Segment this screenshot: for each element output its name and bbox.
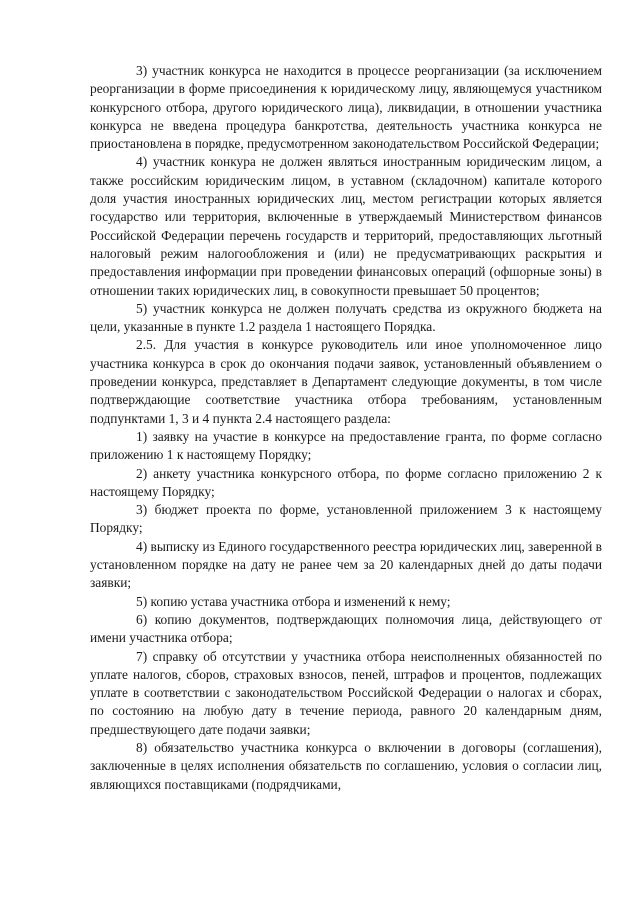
list-item-budget: 3) бюджет проекта по форме, установленной приложением 3 к настоящему Порядку;: [90, 502, 602, 536]
paragraph-item-5: 5) участник конкурса не должен получать средства из окружного бюджета на цели, указанные в пункте 1.2 раздела 1 настоящего Порядка.: [90, 300, 602, 335]
list-item-authority-documents: 6) копию документов, подтверждающих полномочия лица, действующего от имени участника отбора;: [90, 611, 602, 646]
paragraph-item-3: 3) участник конкурса не находится в процессе реорганизации (за исключением реорганизации в форме присоединения к юридическому лицу, являющемуся участником конкурсного отбора, другого юридического лица), ликвидации, в отношении участника конкурса не введена процедура банкротства, деятельность участника конкурса не приостановлена в порядке, предусмотренном законодательством Российской Федерации;: [90, 63, 602, 152]
paragraph-section-2-5: 2.5. Для участия в конкурсе руководитель или иное уполномоченное лицо участника конкурса в срок до окончания подачи заявок, установленный объявлением о проведении конкурса, представляет в Департамент следующие документы, в том числе подтверждающие соответствие участника отбора требованиям, установленным подпунктами 1, 3 и 4 пункта 2.4 настоящего раздела:: [90, 337, 602, 426]
paragraph-item-4: 4) участник конкура не должен являться иностранным юридическим лицом, а также российским юридическим лицом, в уставном (складочном) капитале которого доля участия иностранных юридических лиц, местом регистрации которых является государство или территория, включенные в утверждаемый Министерством финансов Российской Федерации перечень государств и территорий, предоставляющих льготный налоговый режим налогообложения и (или) не предусматривающих раскрытия и предоставления информации при проведении финансовых операций (офшорные зоны) в отношении таких юридических лиц, в совокупности превышает 50 процентов;: [90, 154, 602, 298]
list-item-questionnaire: 2) анкету участника конкурсного отбора, по форме согласно приложению 2 к настоящему Порядку;: [90, 465, 602, 499]
list-item-charter-copy: 5) копию устава участника отбора и изменений к нему;: [136, 593, 451, 609]
list-item-tax-certificate: 7) справку об отсутствии у участника отбора неисполненных обязанностей по уплате налогов, сборов, страховых взносов, пеней, штрафов и процентов, подлежащих уплате в соответствии с законодательством Российской Федерации о налогах и сборах, по состоянию на любую дату в течение периода, равного 20 календарным дням, предшествующего дате подачи заявки;: [90, 648, 602, 737]
list-item-registry-extract: 4) выписку из Единого государственного реестра юридических лиц, заверенной в установленном порядке на дату не ранее чем за 20 календарных дней до даты подачи заявки;: [90, 538, 602, 591]
document-page: [90, 62, 602, 794]
list-item-application: 1) заявку на участие в конкурсе на предоставление гранта, по форме согласно приложению 1 к настоящему Порядку;: [90, 428, 602, 463]
list-item-obligation: 8) обязательство участника конкурса о включении в договоры (соглашения), заключенные в целях исполнения обязательств по соглашению, условия о согласии лиц, являющихся поставщиками (подрядчиками,: [90, 739, 602, 792]
